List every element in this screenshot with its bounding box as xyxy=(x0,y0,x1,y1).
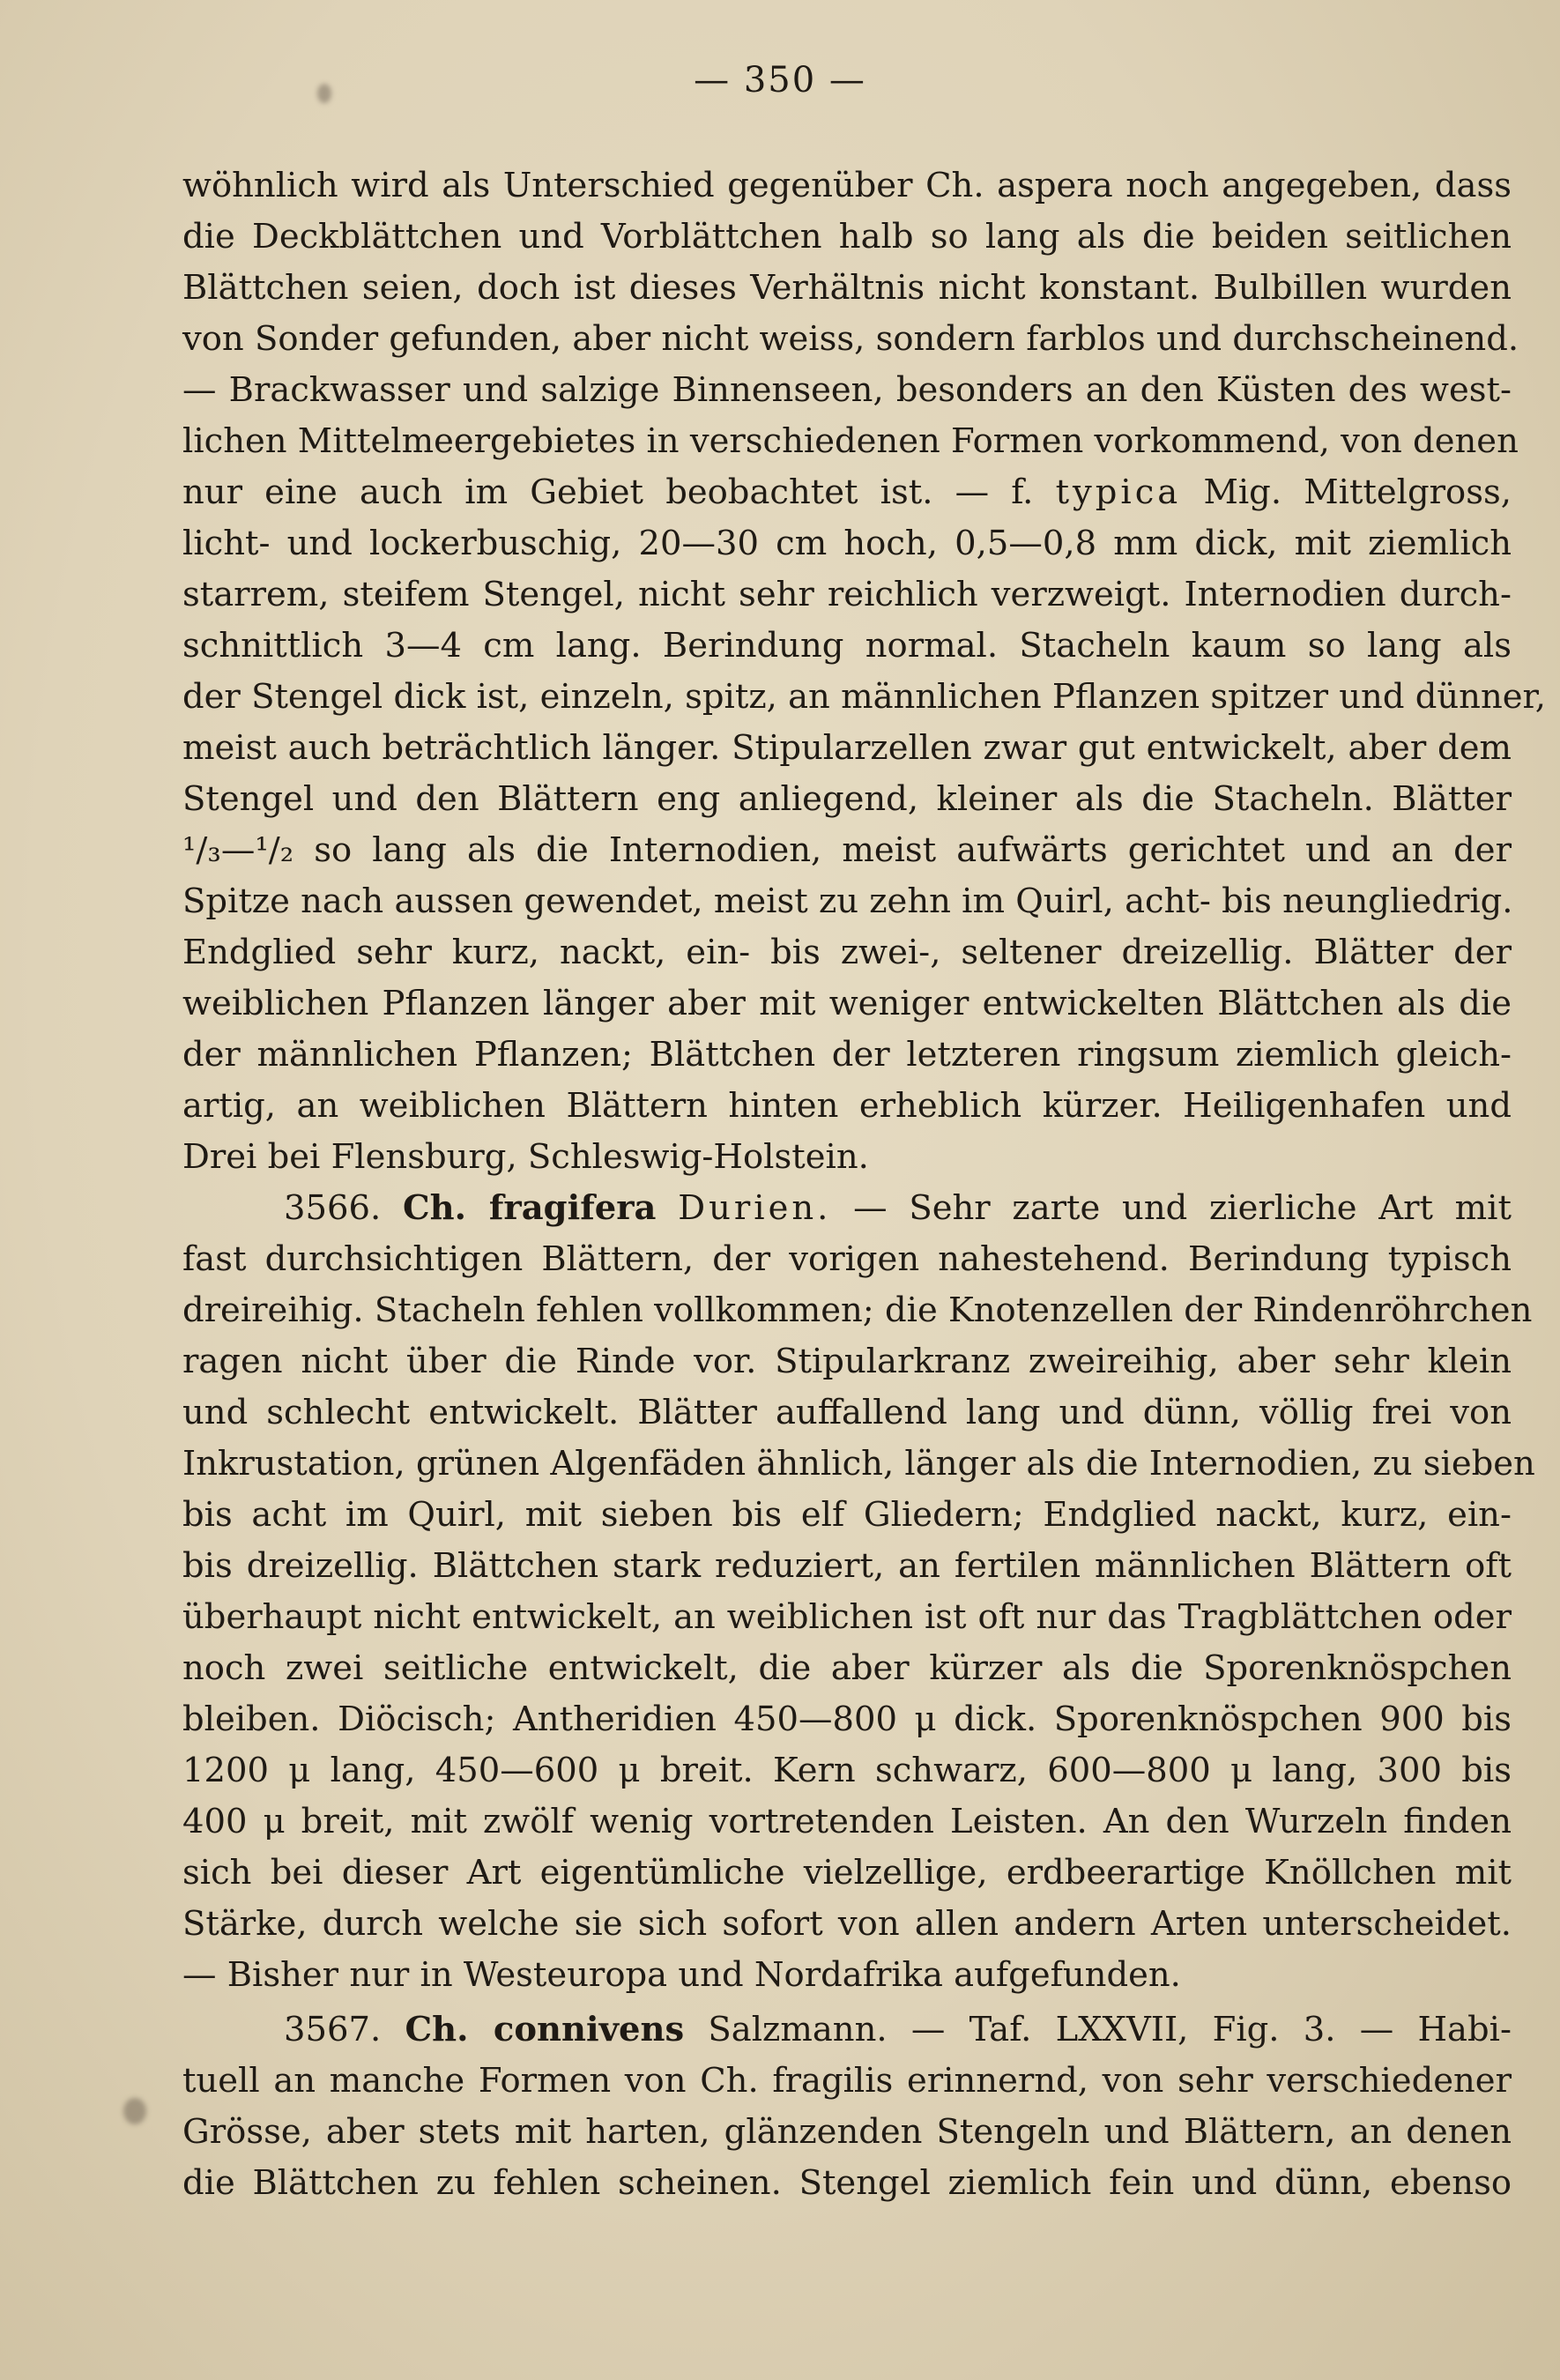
text-line: 400 μ breit, mit zwölf wenig vortretenden Leisten. An den Wurzeln finden xyxy=(182,1802,1512,1841)
entry-heading-line xyxy=(182,2004,1512,2056)
text-line: noch zwei seitliche entwickelt, die aber kürzer als die Sporenknöspchen xyxy=(182,1648,1512,1688)
text-line: von Sonder gefunden, aber nicht weiss, sondern farblos und durchscheinend. xyxy=(182,319,1519,359)
entry-number: 3567. xyxy=(284,2010,382,2049)
species-name: Ch. connivens xyxy=(405,2010,685,2049)
text-line: tuell an manche Formen von Ch. fragilis erinnernd, von sehr verschiedener xyxy=(182,2061,1512,2101)
text-line: Stärke, durch welche sie sich sofort von allen andern Arten unterscheidet. xyxy=(182,1904,1512,1944)
text-line: lichen Mittelmeergebietes in verschiedenen Formen vorkommend, von denen xyxy=(182,421,1519,461)
text-segment: — Taf. LXXVII, Fig. 3. — Habi- xyxy=(910,2010,1512,2049)
text-line: — Bisher nur in Westeuropa und Nordafrika aufgefunden. xyxy=(182,1955,1181,1995)
text-line: bleiben. Diöcisch; Antheridien 450—800 μ dick. Sporenknöspchen 900 bis xyxy=(182,1699,1512,1739)
text-line: überhaupt nicht entwickelt, an weiblichen ist oft nur das Tragblättchen oder xyxy=(182,1597,1512,1637)
text-body xyxy=(182,160,1546,2209)
text-segment: — Sehr zarte und zierliche Art mit xyxy=(853,1188,1512,1228)
text-line: fast durchsichtigen Blättern, der vorigen nahestehend. Berindung typisch xyxy=(182,1239,1512,1279)
page-smudge xyxy=(123,2098,146,2124)
text-line xyxy=(182,467,1512,518)
text-line: starrem, steifem Stengel, nicht sehr reichlich verzweigt. Internodien durch- xyxy=(182,575,1512,614)
text-line: — Brackwasser und salzige Binnenseen, besonders an den Küsten des west- xyxy=(182,370,1512,410)
text-line: Blättchen seien, doch ist dieses Verhältnis nicht konstant. Bulbillen wurden xyxy=(182,268,1512,308)
text-segment: nur eine auch im Gebiet beobachtet ist. — f. xyxy=(182,472,1034,512)
page-smudge xyxy=(317,84,331,103)
text-line: und schlecht entwickelt. Blätter auffallend lang und dünn, völlig frei von xyxy=(182,1393,1512,1432)
text-line: ragen nicht über die Rinde vor. Stipularkranz zweireihig, aber sehr klein xyxy=(182,1342,1512,1381)
author-name: Salzmann. xyxy=(708,2010,888,2049)
text-line: 1200 μ lang, 450—600 μ breit. Kern schwarz, 600—800 μ lang, 300 bis xyxy=(182,1751,1512,1790)
text-segment: Mig. Mittelgross, xyxy=(1203,472,1512,512)
text-line: bis acht im Quirl, mit sieben bis elf Gliedern; Endglied nackt, kurz, ein- xyxy=(182,1495,1512,1535)
entry-heading-line xyxy=(182,1183,1512,1234)
text-line: schnittlich 3—4 cm lang. Berindung normal. Stacheln kaum so lang als xyxy=(182,626,1512,666)
text-line: meist auch beträchtlich länger. Stipularzellen zwar gut entwickelt, aber dem xyxy=(182,728,1512,768)
text-line: die Blättchen zu fehlen scheinen. Stengel ziemlich fein und dünn, ebenso xyxy=(182,2163,1512,2203)
entry-number: 3566. xyxy=(284,1188,382,1228)
page-number: — 350 — xyxy=(694,60,866,100)
forma-name: typica xyxy=(1055,472,1182,512)
text-line: Endglied sehr kurz, nackt, ein- bis zwei-, seltener dreizellig. Blätter der xyxy=(182,933,1512,972)
text-line: Spitze nach aussen gewendet, meist zu zehn im Quirl, acht- bis neungliedrig. xyxy=(182,881,1513,921)
author-name: Durien. xyxy=(678,1188,832,1228)
text-line: sich bei dieser Art eigentümliche vielzellige, erdbeerartige Knöllchen mit xyxy=(182,1853,1512,1893)
text-line: die Deckblättchen und Vorblättchen halb so lang als die beiden seitlichen xyxy=(182,217,1512,257)
text-line: der Stengel dick ist, einzeln, spitz, an männlichen Pflanzen spitzer und dünner, xyxy=(182,677,1546,717)
text-line: dreireihig. Stacheln fehlen vollkommen; die Knotenzellen der Rindenröhrchen xyxy=(182,1290,1533,1330)
text-line: Drei bei Flensburg, Schleswig-Holstein. xyxy=(182,1137,869,1177)
text-line: ¹/₃—¹/₂ so lang als die Internodien, meist aufwärts gerichtet und an der xyxy=(182,830,1512,870)
text-line: artig, an weiblichen Blättern hinten erheblich kürzer. Heiligenhafen und xyxy=(182,1086,1512,1126)
text-line: Stengel und den Blättern eng anliegend, kleiner als die Stacheln. Blätter xyxy=(182,779,1512,819)
text-line: der männlichen Pflanzen; Blättchen der letzteren ringsum ziemlich gleich- xyxy=(182,1035,1512,1075)
text-line: Grösse, aber stets mit harten, glänzenden Stengeln und Blättern, an denen xyxy=(182,2112,1512,2152)
species-name: Ch. fragifera xyxy=(402,1188,657,1228)
text-line: wöhnlich wird als Unterschied gegenüber Ch. aspera noch angegeben, dass xyxy=(182,166,1512,205)
text-line: licht- und lockerbuschig, 20—30 cm hoch, 0,5—0,8 mm dick, mit ziemlich xyxy=(182,524,1512,563)
text-line: bis dreizellig. Blättchen stark reduziert, an fertilen männlichen Blättern oft xyxy=(182,1546,1512,1586)
text-line: weiblichen Pflanzen länger aber mit weniger entwickelten Blättchen als die xyxy=(182,984,1512,1023)
text-line: Inkrustation, grünen Algenfäden ähnlich, länger als die Internodien, zu sieben xyxy=(182,1444,1535,1484)
